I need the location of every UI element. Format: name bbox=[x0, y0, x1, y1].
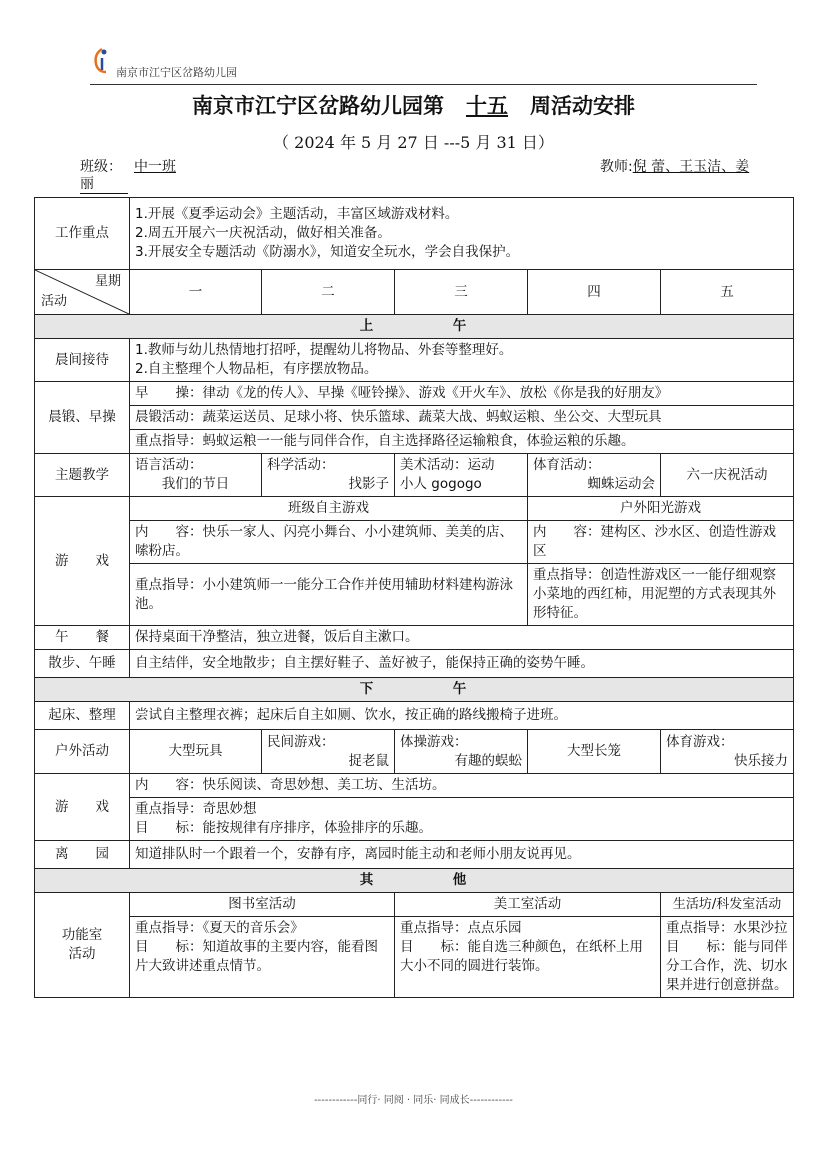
schedule-table bbox=[34, 197, 794, 998]
weekday-tue: 二 bbox=[262, 270, 395, 315]
games-label: 游 戏 bbox=[35, 497, 130, 626]
weekday-row bbox=[35, 270, 794, 315]
exercise-activities: 晨锻活动：蔬菜运送员、足球小将、快乐篮球、蔬菜大战、蚂蚁运粮、坐公交、大型玩具 bbox=[130, 406, 794, 430]
lunch-content: 保持桌面干净整洁，独立进餐，饭后自主漱口。 bbox=[130, 626, 794, 650]
games-right-guide: 重点指导：创造性游戏区一一能仔细观察小菜地的西红柿，用泥塑的方式表现其外形特征。 bbox=[528, 564, 794, 626]
weekday-fri: 五 bbox=[661, 270, 794, 315]
outdoor-cell-fri: 体育游戏： 快乐接力 bbox=[661, 730, 794, 774]
page-footer: ------------同行· 同阅 · 同乐· 同成长------------ bbox=[314, 1095, 513, 1106]
weekday-mon: 一 bbox=[130, 270, 262, 315]
theme-cell-tue: 科学活动： 找影子 bbox=[262, 454, 395, 497]
header-org-name: 南京市江宁区岔路幼儿园 bbox=[116, 66, 237, 79]
teacher-value: 倪 蕾、王玉洁、姜 bbox=[632, 159, 750, 175]
wake-row bbox=[35, 702, 794, 730]
func-title-row bbox=[35, 893, 794, 917]
week-number: 十五 bbox=[466, 93, 508, 118]
outdoor-cell-thu: 大型长笼 bbox=[528, 730, 661, 774]
section-morning: 上 午 bbox=[35, 315, 794, 339]
theme-cell-mon: 语言活动： 我们的节日 bbox=[130, 454, 262, 497]
focus-row bbox=[35, 198, 794, 270]
outdoor-cell-wed: 体操游戏： 有趣的蜈蚣 bbox=[395, 730, 528, 774]
weekday-diagonal-header: 星期 活动 bbox=[35, 270, 130, 315]
exercise-morning: 早 操：律动《龙的传人》、早操《哑铃操》、游戏《开火车》、放松《你是我的好朋友》 bbox=[130, 382, 794, 406]
school-logo-icon bbox=[90, 46, 114, 76]
theme-cell-fri: 六一庆祝活动 bbox=[661, 454, 794, 497]
games-left-content: 内 容：快乐一家人、闪亮小舞台、小小建筑师、美美的店、嗦粉店。 bbox=[130, 521, 528, 564]
nap-label: 散步、午睡 bbox=[35, 650, 130, 678]
games-right-title: 户外阳光游戏 bbox=[528, 497, 794, 521]
lunch-row bbox=[35, 626, 794, 650]
date-range: （ 2024 年 5 月 27 日 ---5 月 31 日） bbox=[273, 133, 554, 152]
page-header bbox=[90, 44, 757, 85]
exercise-row bbox=[35, 382, 794, 406]
theme-label: 主题教学 bbox=[35, 454, 130, 497]
afternoon-games-row bbox=[35, 774, 794, 798]
func-life-title: 生活坊/科发室活动 bbox=[661, 893, 794, 917]
exercise-guidance: 重点指导：蚂蚁运粮一一能与同伴合作，自主选择路径运输粮食，体验运粮的乐趣。 bbox=[130, 430, 794, 454]
section-afternoon: 下 午 bbox=[35, 678, 794, 702]
theme-cell-thu: 体育活动： 蜘蛛运动会 bbox=[528, 454, 661, 497]
leave-content: 知道排队时一个跟着一个，安静有序，离园时能主动和老师小朋友说再见。 bbox=[130, 841, 794, 869]
teacher-value-continued: 丽 bbox=[80, 176, 128, 194]
nap-row bbox=[35, 650, 794, 678]
func-label: 功能室 活动 bbox=[35, 893, 130, 998]
afternoon-games-guide: 重点指导：奇思妙想 目 标：能按规律有序排序，体验排序的乐趣。 bbox=[130, 798, 794, 841]
func-art-title: 美工室活动 bbox=[395, 893, 661, 917]
outdoor-cell-mon: 大型玩具 bbox=[130, 730, 262, 774]
focus-label: 工作重点 bbox=[35, 198, 130, 270]
theme-cell-wed: 美术活动：运动 小人 gogogo bbox=[395, 454, 528, 497]
weekday-wed: 三 bbox=[395, 270, 528, 315]
page-title: 南京市江宁区岔路幼儿园第 十五 周活动安排 bbox=[192, 93, 635, 118]
games-left-guide: 重点指导：小小建筑师一一能分工合作并使用辅助材料建构游泳池。 bbox=[130, 564, 528, 626]
wake-content: 尝试自主整理衣裤；起床后自主如厕、饮水，按正确的路线搬椅子进班。 bbox=[130, 702, 794, 730]
leave-row bbox=[35, 841, 794, 869]
outdoor-label: 户外活动 bbox=[35, 730, 130, 774]
func-life-content: 重点指导：水果沙拉 目 标：能与同伴分工合作，洗、切水果并进行创意拼盘。 bbox=[661, 917, 794, 998]
afternoon-games-label: 游 戏 bbox=[35, 774, 130, 841]
outdoor-row bbox=[35, 730, 794, 774]
teacher-info: 教师:倪 蕾、王玉洁、姜 bbox=[600, 159, 750, 175]
reception-row bbox=[35, 339, 794, 382]
wake-label: 起床、整理 bbox=[35, 702, 130, 730]
reception-content: 1.教师与幼儿热情地打招呼，提醒幼儿将物品、外套等整理好。 2.自主整理个人物品柜，有序摆放物品。 bbox=[130, 339, 794, 382]
lunch-label: 午 餐 bbox=[35, 626, 130, 650]
games-title-row bbox=[35, 497, 794, 521]
theme-row bbox=[35, 454, 794, 497]
weekday-thu: 四 bbox=[528, 270, 661, 315]
focus-content: 1.开展《夏季运动会》主题活动，丰富区域游戏材料。 2.周五开展六一庆祝活动，做好相关准备。 3.开展安全专题活动《防溺水》，知道安全玩水，学会自我保护。 bbox=[130, 198, 794, 270]
reception-label: 晨间接待 bbox=[35, 339, 130, 382]
class-info: 班级： 中一班 bbox=[80, 156, 188, 176]
games-left-title: 班级自主游戏 bbox=[130, 497, 528, 521]
games-right-content: 内 容：建构区、沙水区、创造性游戏区 bbox=[528, 521, 794, 564]
class-value: 中一班 bbox=[134, 159, 176, 175]
section-other: 其 他 bbox=[35, 869, 794, 893]
func-art-content: 重点指导：点点乐园 目 标：能自选三种颜色，在纸杯上用大小不同的圆进行装饰。 bbox=[395, 917, 661, 998]
leave-label: 离 园 bbox=[35, 841, 130, 869]
exercise-label: 晨锻、早操 bbox=[35, 382, 130, 454]
nap-content: 自主结伴，安全地散步；自主摆好鞋子、盖好被子，能保持正确的姿势午睡。 bbox=[130, 650, 794, 678]
afternoon-games-content: 内 容：快乐阅读、奇思妙想、美工坊、生活坊。 bbox=[130, 774, 794, 798]
func-library-title: 图书室活动 bbox=[130, 893, 395, 917]
outdoor-cell-tue: 民间游戏： 捉老鼠 bbox=[262, 730, 395, 774]
func-library-content: 重点指导：《夏天的音乐会》 目 标：知道故事的主要内容，能看图片大致讲述重点情节。 bbox=[130, 917, 395, 998]
